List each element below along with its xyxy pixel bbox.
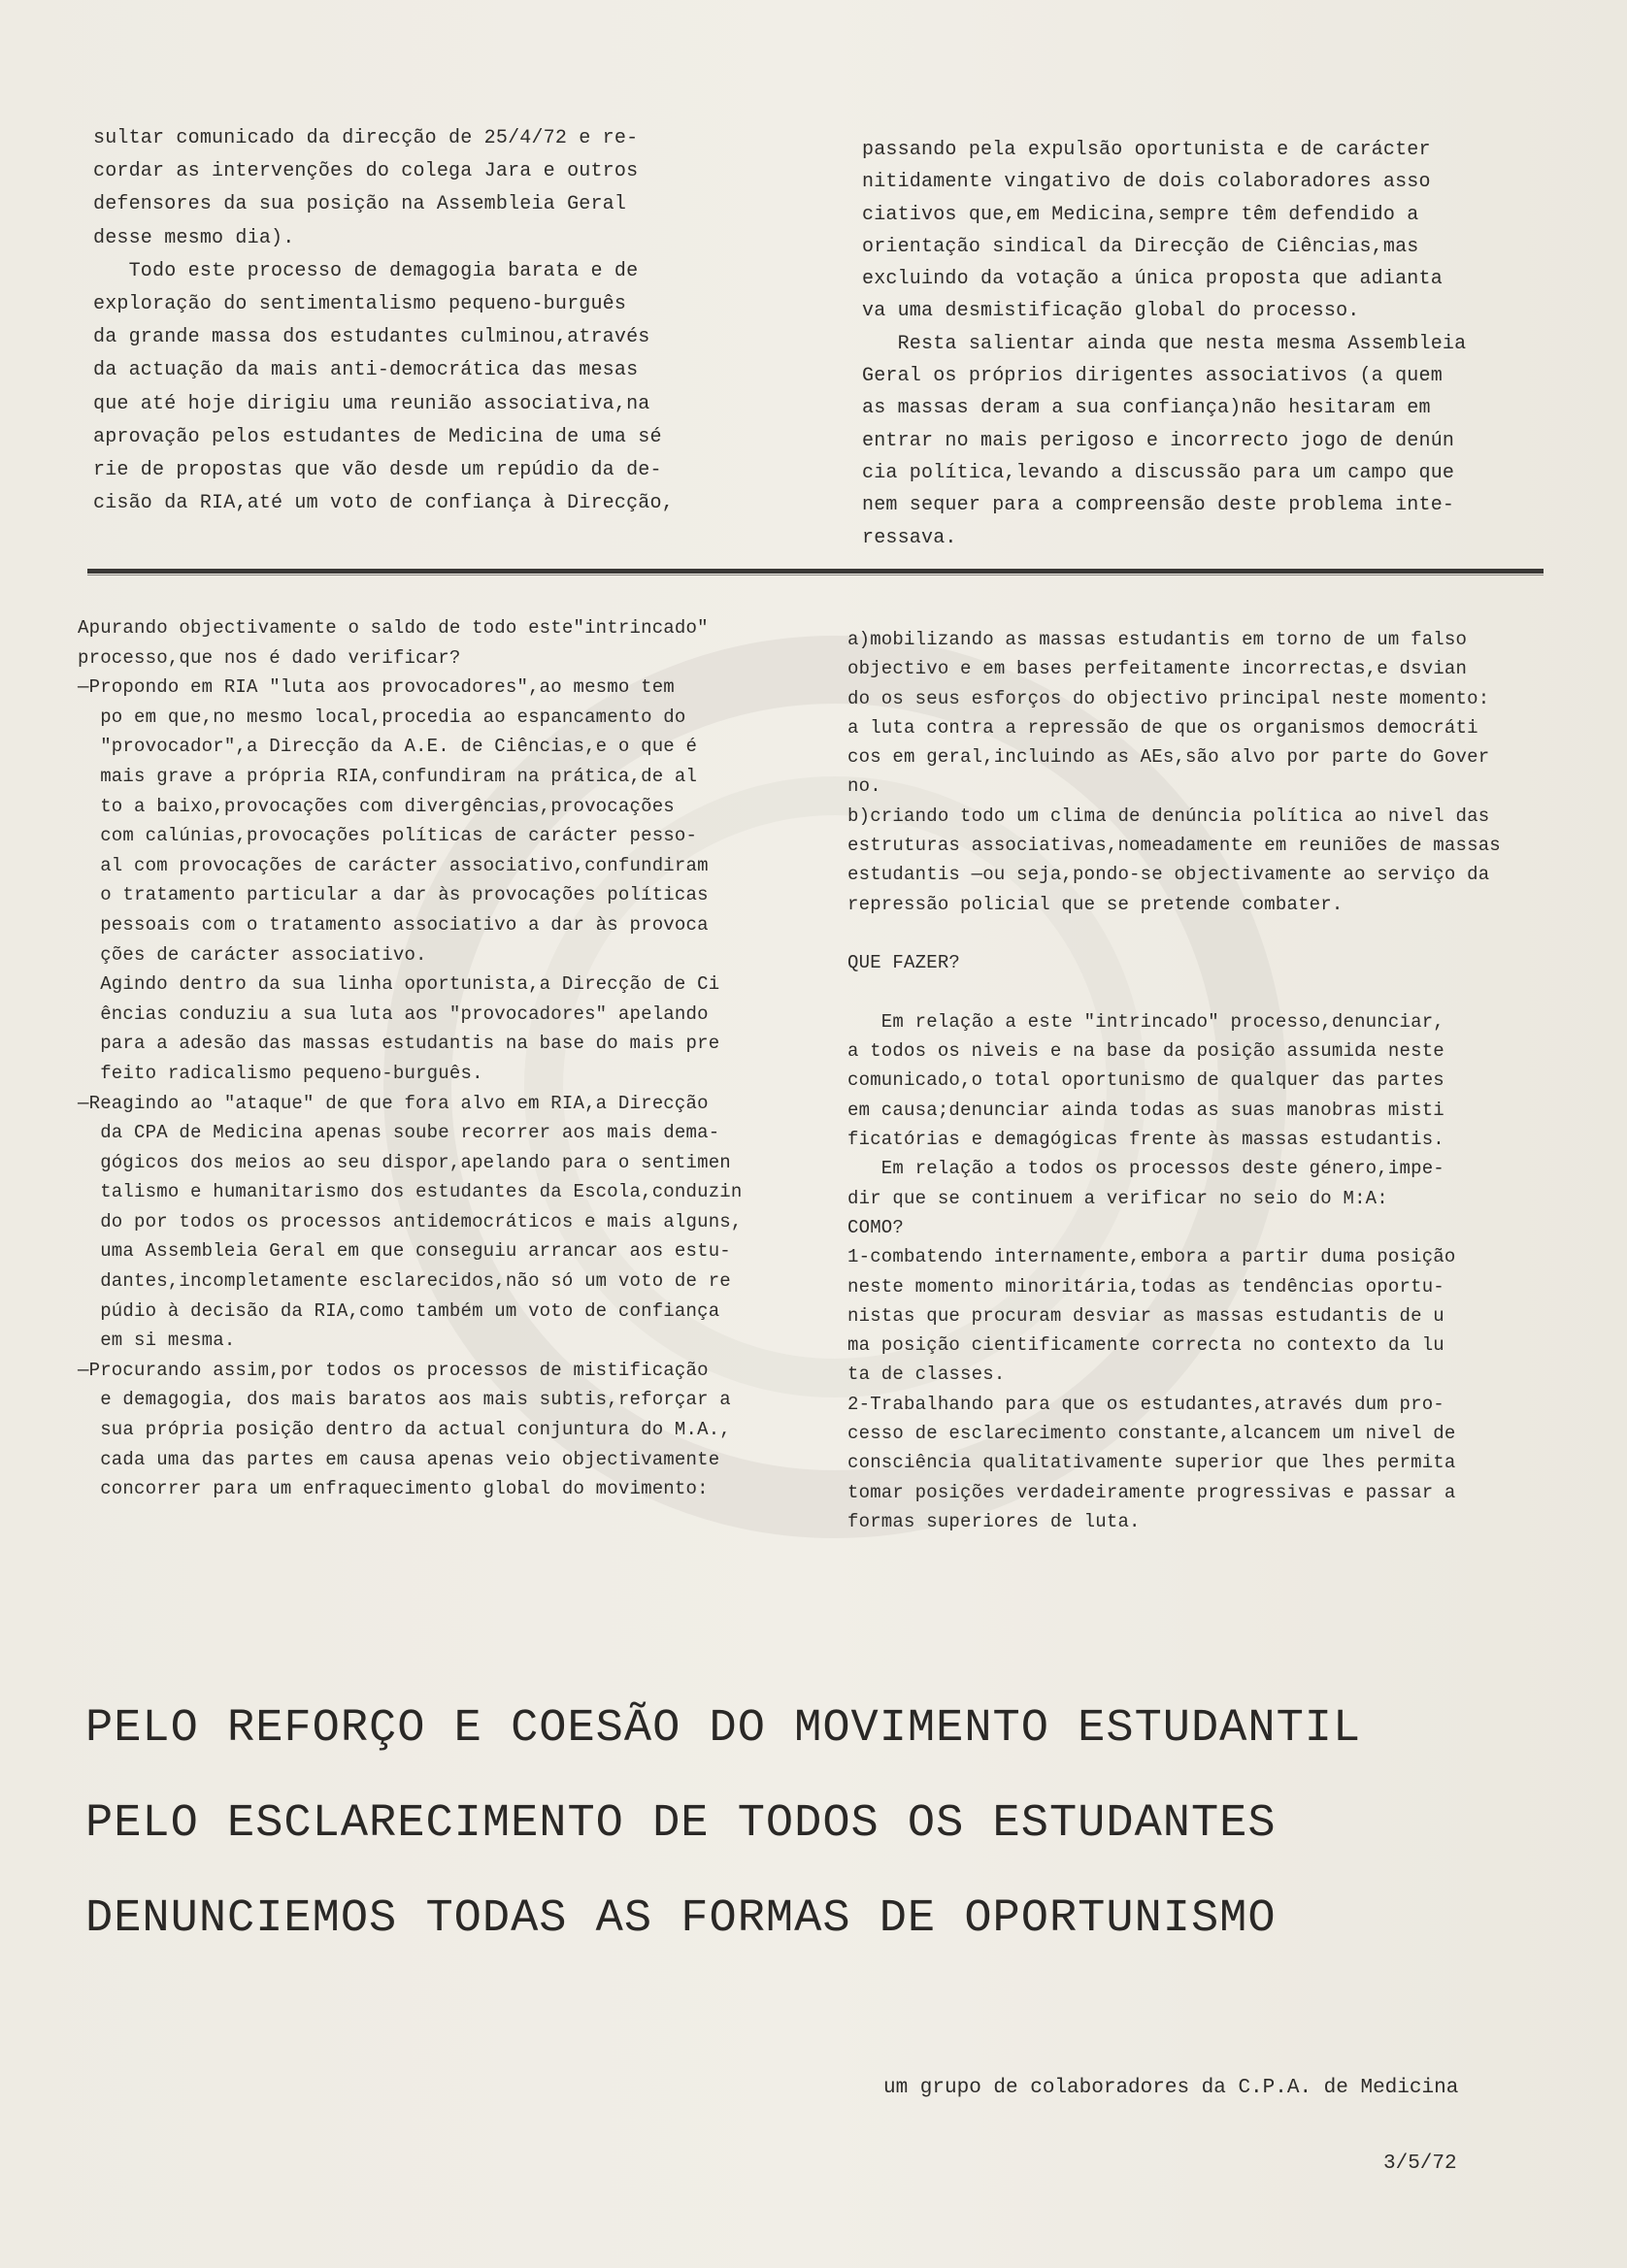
text-line: cordar as intervenções do colega Jara e outros [93,160,639,183]
text-line: cada uma das partes em causa apenas veio objectivamente [78,1448,720,1470]
text-line: mais grave a própria RIA,confundiram na prática,de al [78,765,698,787]
text-line: objectivo e em bases perfeitamente incorrectas,e dsvian [847,658,1468,680]
text-line: QUE FAZER? [847,952,961,974]
text-line: cia política,levando a discussão para um campo que [862,461,1455,484]
text-line: púdio à decisão da RIA,como também um voto de confiança [78,1299,720,1322]
text-line: para a adesão das massas estudantis na base do mais pre [78,1033,720,1055]
text-line: ciativos que,em Medicina,sempre têm defendido a [862,203,1419,226]
text-line: cesso de esclarecimento constante,alcancem um nivel de [847,1423,1456,1445]
text-line: sultar comunicado da direcção de 25/4/72 e re- [93,127,639,149]
text-line: ressava. [862,526,957,549]
text-line: defensores da sua posição na Assembleia Geral [93,193,627,216]
text-line [847,978,1585,1007]
text-line: neste momento minoritária,todas as tendências oportu- [847,1275,1444,1298]
text-line: nistas que procuram desviar as massas estudantis de u [847,1304,1444,1327]
text-line: aprovação pelos estudantes de Medicina de uma sé [93,425,662,448]
text-line: 1-combatendo internamente,embora a partir duma posição [847,1246,1456,1268]
text-line: estudantis —ou seja,pondo-se objectivamente ao serviço da [847,864,1490,886]
text-line: cisão da RIA,até um voto de confiança à Direcção, [93,492,674,515]
text-line: em causa;denunciar ainda todas as suas manobras misti [847,1099,1444,1121]
text-line: sua própria posição dentro da actual conjuntura do M.A., [78,1419,731,1441]
text-line: 2-Trabalhando para que os estudantes,através dum pro- [847,1393,1444,1415]
text-line: Em relação a este "intrincado" processo,denunciar, [847,1010,1444,1033]
text-line [847,919,1585,948]
slogan-line: PELO REFORÇO E COESÃO DO MOVIMENTO ESTUDANTIL [85,1703,1362,1755]
text-line: em si mesma. [78,1330,236,1352]
text-line: gógicos dos meios ao seu dispor,apelando para o sentimen [78,1151,731,1173]
text-line: formas superiores de luta. [847,1510,1141,1532]
text-line: nitidamente vingativo de dois colaboradores asso [862,171,1431,194]
text-line: to a baixo,provocações com divergências,provocações [78,795,675,817]
text-line: al com provocações de carácter associativo,confundiram [78,854,709,876]
text-line: no. [847,775,881,798]
text-line: e demagogia, dos mais baratos aos mais subtis,reforçar a [78,1389,731,1411]
text-line: concorrer para um enfraquecimento global do movimento: [78,1478,709,1500]
text-line: do por todos os processos antidemocráticos e mais alguns, [78,1210,743,1233]
text-line: po em que,no mesmo local,procedia ao espancamento do [78,706,686,728]
text-line: feito radicalismo pequeno-burguês. [78,1062,483,1084]
text-line: da CPA de Medicina apenas soube recorrer aos mais dema- [78,1122,720,1144]
text-line: tomar posições verdadeiramente progressivas e passar a [847,1481,1456,1503]
text-line: excluindo da votação a única proposta que adianta [862,268,1443,291]
text-line: ta de classes. [847,1364,1006,1386]
text-line: nem sequer para a compreensão deste problema inte- [862,494,1455,517]
text-line: consciência qualitativamente superior que lhes permita [847,1452,1456,1474]
text-line: rie de propostas que vão desde um repúdio da de- [93,459,662,482]
bottom-right-column [847,625,1585,1536]
bottom-left-column [78,613,796,1504]
text-line: Resta salientar ainda que nesta mesma Assembleia [862,332,1467,355]
text-line: Agindo dentro da sua linha oportunista,a Direcção de Ci [78,973,720,996]
text-line: —Procurando assim,por todos os processos de mistificação [78,1359,709,1381]
text-line: a luta contra a repressão de que os organismos democráti [847,716,1478,739]
text-line: "provocador",a Direcção da A.E. de Ciências,e o que é [78,736,698,758]
text-line: repressão policial que se pretende combater. [847,893,1344,915]
text-line: va uma desmistificação global do processo. [862,300,1360,323]
text-line: Geral os próprios dirigentes associativos (a quem [862,365,1443,388]
text-line: o tratamento particular a dar às provocações políticas [78,884,709,906]
text-line: —Reagindo ao "ataque" de que fora alvo em RIA,a Direcção [78,1092,709,1114]
text-line: Em relação a todos os processos deste género,impe- [847,1158,1444,1180]
text-line: uma Assembleia Geral em que conseguiu arrancar aos estu- [78,1240,731,1263]
text-line: entrar no mais perigoso e incorrecto jogo de denún [862,429,1455,452]
slogan-line: PELO ESCLARECIMENTO DE TODOS OS ESTUDANTES [85,1798,1277,1850]
text-line: desse mesmo dia). [93,226,295,249]
text-line: talismo e humanitarismo dos estudantes da Escola,conduzin [78,1181,743,1203]
signature: um grupo de colaboradores da C.P.A. de Medicina [883,2077,1459,2099]
text-line: exploração do sentimentalismo pequeno-burguês [93,293,627,316]
section-divider [87,569,1544,574]
text-line: processo,que nos é dado verificar? [78,646,461,669]
document-date: 3/5/72 [1383,2153,1457,2175]
slogan-line: DENUNCIEMOS TODAS AS FORMAS DE OPORTUNISMO [85,1893,1277,1945]
text-line: ma posição cientificamente correcta no contexto da lu [847,1334,1444,1357]
text-line: orientação sindical da Direcção de Ciências,mas [862,235,1419,258]
text-line: ências conduziu a sua luta aos "provocadores" apelando [78,1003,709,1025]
text-line: dir que se continuem a verificar no seio do M:A: [847,1187,1388,1209]
text-line: passando pela expulsão oportunista e de carácter [862,139,1431,161]
text-line: da grande massa dos estudantes culminou,através [93,326,650,349]
text-line: do os seus esforços do objectivo principal neste momento: [847,687,1490,709]
text-line: que até hoje dirigiu uma reunião associativa,na [93,392,650,415]
text-line: as massas deram a sua confiança)não hesitaram em [862,397,1431,420]
slogans-block [85,1700,1580,1986]
text-line: ficatórias e demagógicas frente às massas estudantis. [847,1129,1444,1151]
text-line: b)criando todo um clima de denúncia política ao nivel das [847,805,1490,827]
text-line: comunicado,o total oportunismo de qualquer das partes [847,1069,1444,1092]
text-line: a)mobilizando as massas estudantis em torno de um falso [847,629,1468,650]
text-line: COMO? [847,1216,905,1238]
text-line: Apurando objectivamente o saldo de todo este"intrincado" [78,617,709,639]
text-line: estruturas associativas,nomeadamente em reuniões de massas [847,835,1501,857]
text-line: ções de carácter associativo. [78,943,427,966]
top-left-column [93,122,734,520]
text-line: dantes,incompletamente esclarecidos,não só um voto de re [78,1270,731,1293]
text-line: Todo este processo de demagogia barata e de [93,259,639,282]
text-line: cos em geral,incluindo as AEs,são alvo por parte do Gover [847,746,1490,769]
text-line: —Propondo em RIA "luta aos provocadores",ao mesmo tem [78,676,675,699]
text-line: pessoais com o tratamento associativo a dar às provoca [78,913,709,936]
top-right-column [862,134,1561,554]
text-line: com calúnias,provocações políticas de carácter pesso- [78,825,698,847]
text-line: da actuação da mais anti-democrática das mesas [93,359,639,382]
text-line: a todos os niveis e na base da posição assumida neste [847,1040,1444,1063]
